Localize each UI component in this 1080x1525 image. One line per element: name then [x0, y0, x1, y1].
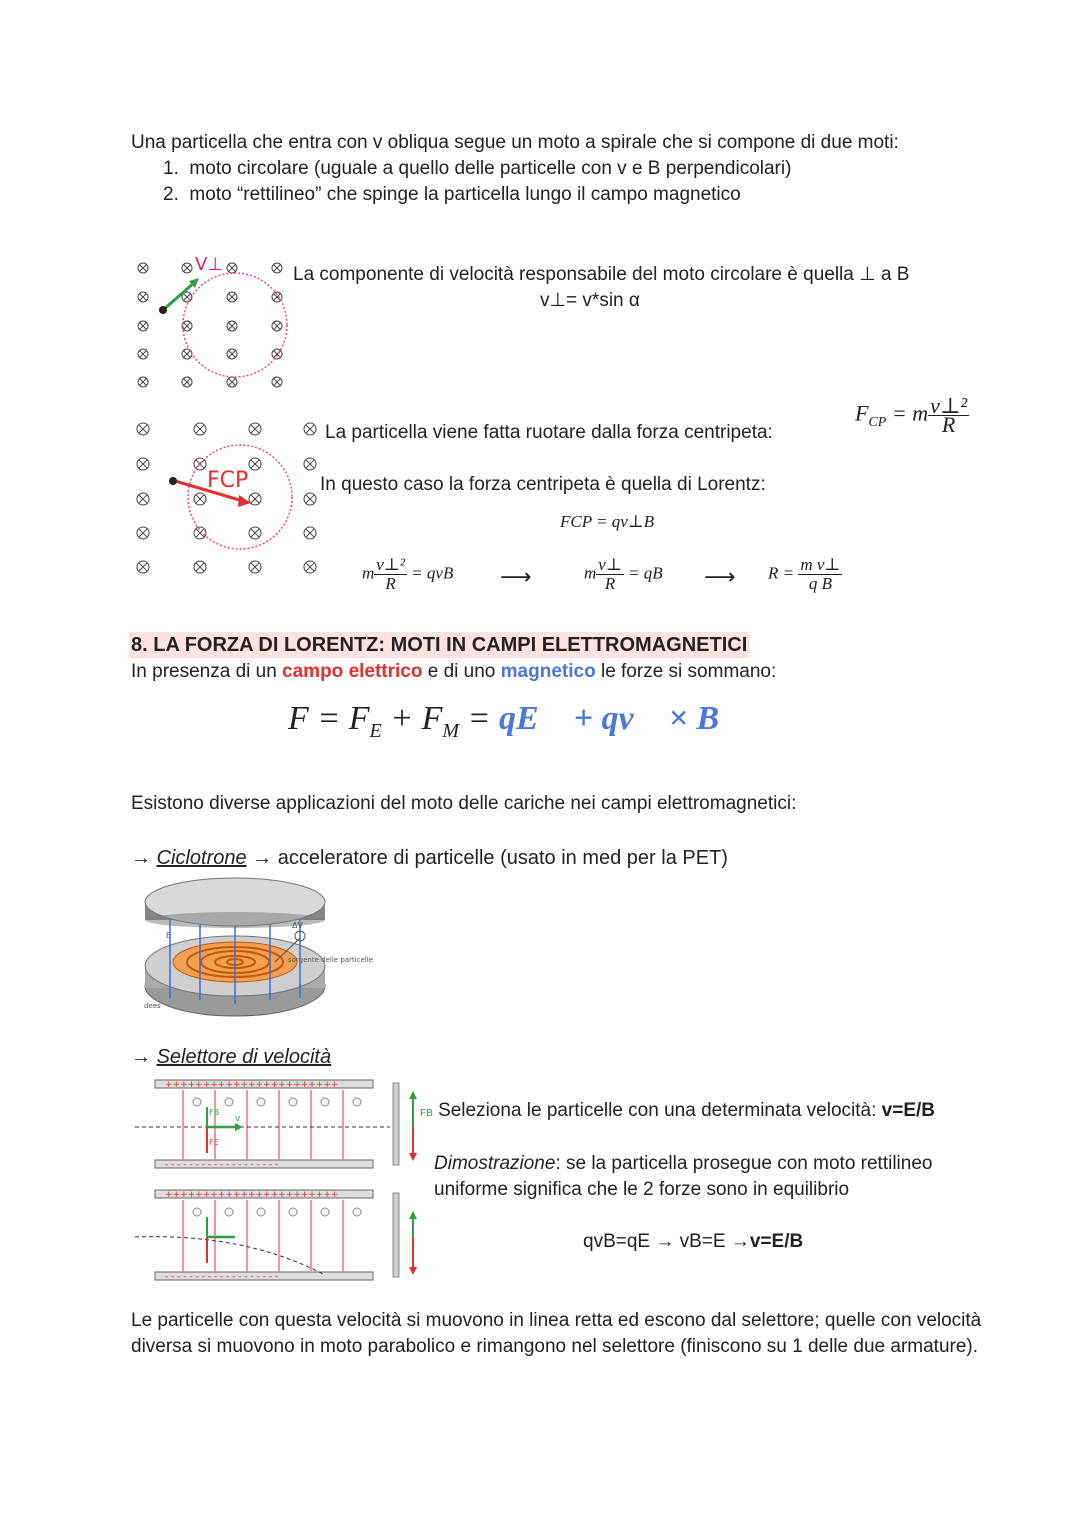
plus-signs: +++++++++++++++++++++++ — [165, 1080, 339, 1090]
fcp-formula: $F_{CP} = m$ $\frac{\text{v⊥²}}{R}$ — [855, 393, 968, 437]
lorentz-formula: FCP = qv⊥B — [560, 512, 655, 531]
svg-text:FB: FB — [209, 1108, 220, 1117]
item-text: moto “rettilineo” che spinge la particella lungo il campo magnetico — [189, 184, 741, 205]
source-label: sorgente delle particelle — [288, 956, 373, 964]
conclusion-line1: Le particelle con questa velocità si muovono in linea retta ed escono dal selettore; quelle con velocità — [131, 1310, 982, 1331]
block2-line2: In questo caso la forza centripeta è quella di Lorentz: — [320, 474, 766, 495]
block2-line1: La particella viene fatta ruotare dalla forza centripeta: — [325, 422, 773, 443]
svg-text:- - - - - - - - - - - - - - -: - - - - - - - - - - - - - - - - - - - — [165, 1272, 279, 1282]
item-number: 2. — [163, 184, 179, 205]
particle — [159, 306, 167, 314]
selector-result: v=E/B — [881, 1100, 936, 1121]
derivation-step-2: m $\frac{v\perp}{R}$ = qB — [584, 555, 663, 593]
parabolic-path — [135, 1237, 325, 1275]
block1-line1: La componente di velocità responsabile del moto circolare è quella ⊥ a B — [293, 264, 910, 285]
item-number: 1. — [163, 158, 179, 179]
dv-label: ΔV — [292, 921, 303, 930]
arrow-2: ⟶ — [704, 564, 736, 589]
field-grid — [138, 263, 282, 387]
cyclotron-diagram — [140, 878, 373, 1028]
arrow-1: ⟶ — [500, 564, 532, 589]
centripetal-diagram — [125, 415, 325, 585]
spiral-diagram — [125, 250, 295, 395]
section8-line: In presenza di un campo elettrico e di uno magnetico le forze si sommano: — [131, 661, 777, 682]
demo-line2: uniforme significa che le 2 forze sono in equilibrio — [434, 1179, 850, 1200]
b-label: B — [166, 931, 172, 940]
section-title: 8. LA FORZA DI LORENTZ: MOTI IN CAMPI ELETTROMAGNETICI — [131, 634, 748, 656]
selector-name: Selettore di velocità — [156, 1046, 332, 1068]
derivation-step-1: m $\frac{\text{v⊥²}}{R}$ = qvB — [362, 555, 454, 593]
dees-label: dees — [144, 1002, 161, 1010]
lorentz-total-formula: $F = F_E + F_M$ = qE⃗ + qv⃗ × B⃗ — [288, 700, 746, 742]
selector-line1: FB Seleziona le particelle con una determinata velocità: v=E/B — [420, 1100, 936, 1121]
applications-text: Esistono diverse applicazioni del moto delle cariche nei campi elettromagnetici: — [131, 793, 797, 814]
particle — [169, 477, 177, 485]
block1-line2: v⊥= v*sin α — [540, 290, 640, 311]
selector-equation: qvB=qE → vB=E →v=E/B — [583, 1231, 804, 1252]
magnetic-field-term: magnetico — [500, 661, 596, 682]
circular-path — [183, 273, 287, 377]
electric-field-term: campo elettrico — [282, 661, 423, 682]
intro-text: Una particella che entra con v obliqua segue un moto a spirale che si compone di due moti: — [131, 132, 899, 153]
fcp-label: FCP — [207, 468, 249, 493]
svg-text:- - - - - - - - - - - - - - -: - - - - - - - - - - - - - - - - - - - — [165, 1160, 279, 1170]
v-perp-label: V⊥ — [195, 254, 223, 275]
demo-line1: Dimostrazione: se la particella prosegue con moto rettilineo — [434, 1153, 933, 1174]
cyclotron-name: Ciclotrone — [156, 847, 247, 869]
intro-item-1 — [163, 156, 791, 182]
velocity-selector-diagram — [135, 1075, 435, 1285]
svg-text:+++++++++++++++++++++++: +++++++++++++++++++++++ — [165, 1190, 339, 1200]
field-grid — [137, 423, 316, 573]
intro-item-2 — [163, 182, 741, 208]
item-text: moto circolare (uguale a quello delle particelle con v e B perpendicolari) — [189, 158, 792, 179]
conclusion-line2: diversa si muovono in moto parabolico e rimangono nel selettore (finiscono su 1 delle due armature). — [131, 1336, 979, 1357]
svg-text:FE: FE — [209, 1138, 219, 1147]
selector-line: → Selettore di velocità — [131, 1046, 332, 1068]
derivation-step-3: R = $\frac{\text{m v⊥}}{\text{q B}}$ — [768, 555, 841, 593]
cyclotron-line: → Ciclotrone → acceleratore di particelle (usato in med per la PET) — [131, 847, 728, 869]
svg-text:v: v — [235, 1114, 241, 1124]
velocity-arrow — [163, 282, 195, 310]
